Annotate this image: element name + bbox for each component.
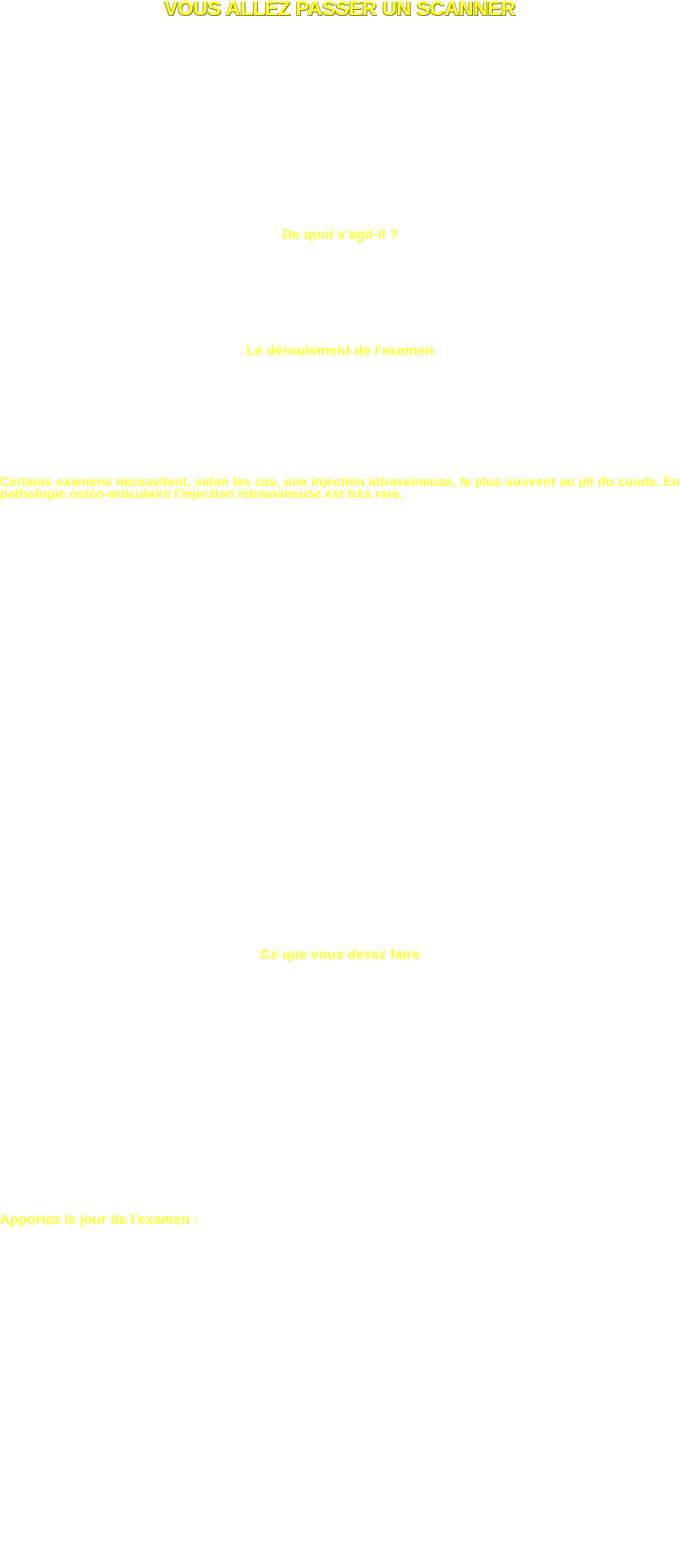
definition-heading: De quoi s'agit-il ? xyxy=(281,226,399,242)
todo-heading: Ce que vous devez faire xyxy=(260,946,420,962)
procedure-heading: Le déroulement de l'examen xyxy=(246,342,434,358)
injection-paragraph: Certains examens nécessitent, selon les cas, une injection intraveineuse, le plus souvent au pli du coude. En pathologie ostéo-articulaire l'injection intraveineuse est très rare. xyxy=(0,474,680,501)
page-title: VOUS ALLEZ PASSER UN SCANNER xyxy=(164,0,516,20)
bring-heading: Apportez le jour de l'examen : xyxy=(0,1211,199,1227)
